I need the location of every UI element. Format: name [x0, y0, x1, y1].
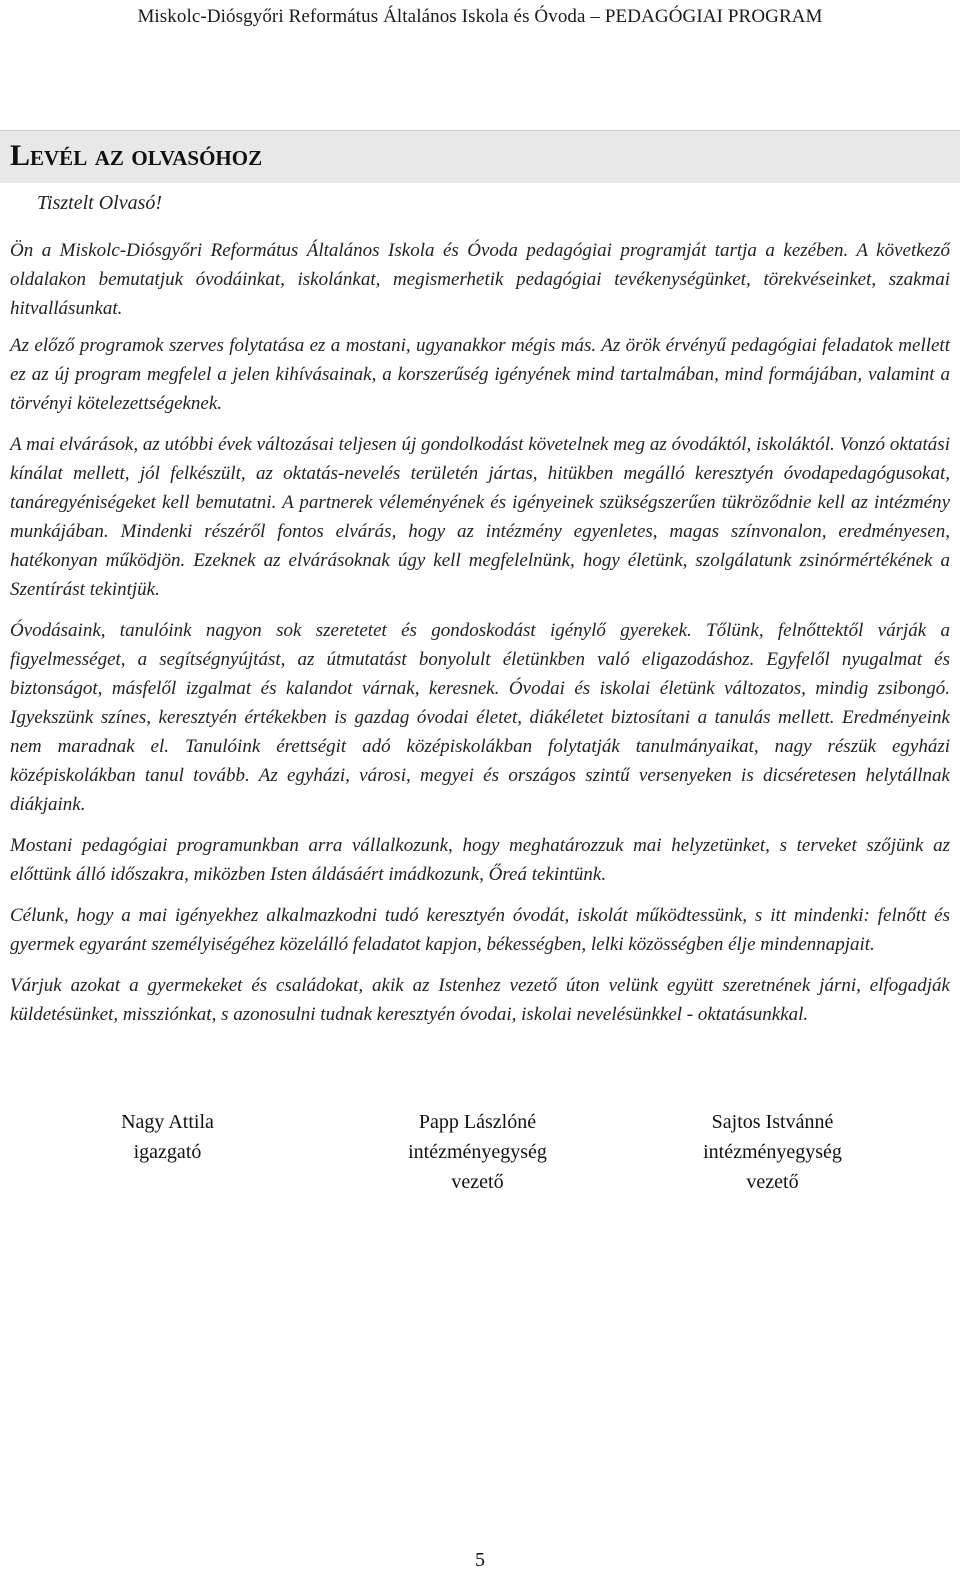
- salutation: Tisztelt Olvasó!: [37, 192, 163, 214]
- running-header: Miskolc-Diósgyőri Református Általános Iskola és Óvoda – PEDAGÓGIAI PROGRAM: [137, 6, 823, 27]
- page-number: 5: [475, 1549, 485, 1571]
- paragraph-goal: Célunk, hogy a mai igényekhez alkalmazkodni tudó keresztyén óvodát, iskolát működtessünk, s itt mindenki: felnőtt és gyermek egyaránt személyiségéhez közelálló feladatot kapjon, békességben, lelki közösségben élje mindennapjait.: [10, 905, 950, 955]
- paragraph-intro: Ön a Miskolc-Diósgyőri Református Általános Iskola és Óvoda pedagógiai programját tartja a kezében. A következő oldalakon bemutatjuk óvodáinkat, iskolánkat, megismerhetik pedagógiai tevékenységünket, törekvéseinket, szakmai hitvallásunkat.: [10, 240, 950, 319]
- signatory-title: intézményegység: [408, 1141, 547, 1163]
- section-heading: Levél az olvasóhoz: [10, 139, 263, 172]
- signature-unit-leader-1: [375, 1107, 580, 1197]
- signatory-title: igazgató: [133, 1141, 202, 1163]
- paragraph-continuation: Az előző programok szerves folytatása ez a mostani, ugyanakkor mégis más. Az örök érvényű pedagógiai feladatok mellett ez az új program megfelel a jelen kihívásainak, a korszerűség igényének mind tartalmában, mind formájában, valamint a törvényi kötelezettségeknek.: [10, 335, 950, 414]
- signatory-title: vezető: [451, 1171, 504, 1193]
- signatory-name: Sajtos Istvánné: [711, 1111, 834, 1133]
- signatory-name: Papp Lászlóné: [418, 1111, 537, 1133]
- signature-unit-leader-2: [670, 1107, 875, 1197]
- paragraph-expectations: A mai elvárások, az utóbbi évek változásai teljesen új gondolkodást követelnek meg az óvodáktól, iskoláktól. Vonzó oktatási kínálat mellett, jól felkészült, az oktatás-nevelés területén jártas, hitükben megálló keresztyén óvodapedagógusokat, tanáregyéniségeket kell bemutatni. A partnerek véleményének és igényeinek szükségszerűen tükröződnie kell az intézmény munkájában. Mindenki részéről fontos elvárás, hogy az intézmény egyenletes, magas színvonalon, eredményesen, hatékonyan működjön. Ezeknek az elvárásoknak úgy kell megfelelnünk, hogy életünk, szolgálatunk zsinórmértékének a Szentírást tekintjük.: [10, 434, 950, 600]
- paragraph-invitation: Várjuk azokat a gyermekeket és családokat, akik az Istenhez vezető úton velünk együtt szeretnének járni, elfogadják küldetésünket, missziónkat, s azonosulni tudnak keresztyén óvodai, iskolai nevelésünkkel - oktatásunkkal.: [10, 975, 950, 1025]
- signatory-title: vezető: [746, 1171, 799, 1193]
- signatory-name: Nagy Attila: [121, 1111, 214, 1133]
- letter-body: [10, 236, 950, 1041]
- section-heading-band: [0, 130, 960, 183]
- signatory-title: intézményegység: [703, 1141, 842, 1163]
- signature-director: [80, 1107, 255, 1167]
- paragraph-program: Mostani pedagógiai programunkban arra vállalkozunk, hogy meghatározzuk mai helyzetünket, s terveket szőjünk az előttünk álló időszakra, miközben Isten áldásáért imádkozunk, Őreá tekintünk.: [10, 835, 950, 885]
- paragraph-children: Óvodásaink, tanulóink nagyon sok szeretetet és gondoskodást igénylő gyerekek. Tőlünk, felnőttektől várják a figyelmességet, a segítségnyújtást, az útmutatást bonyolult életünkben való eligazodáshoz. Egyfelől nyugalmat és biztonságot, másfelől izgalmat és kalandot várnak, keresnek. Óvodai és iskolai életünk változatos, mindig zsibongó. Igyekszünk színes, keresztyén értékekben is gazdag óvodai életet, diákéletet biztosítani a tanulás mellett. Eredményeink nem maradnak el. Tanulóink érettségit adó középiskolákban folytatják tanulmányaikat, nagy részük egyházi középiskolákban tanul tovább. Az egyházi, városi, megyei és országos szintű versenyeken is dicséretesen helytállnak diákjaink.: [10, 620, 950, 815]
